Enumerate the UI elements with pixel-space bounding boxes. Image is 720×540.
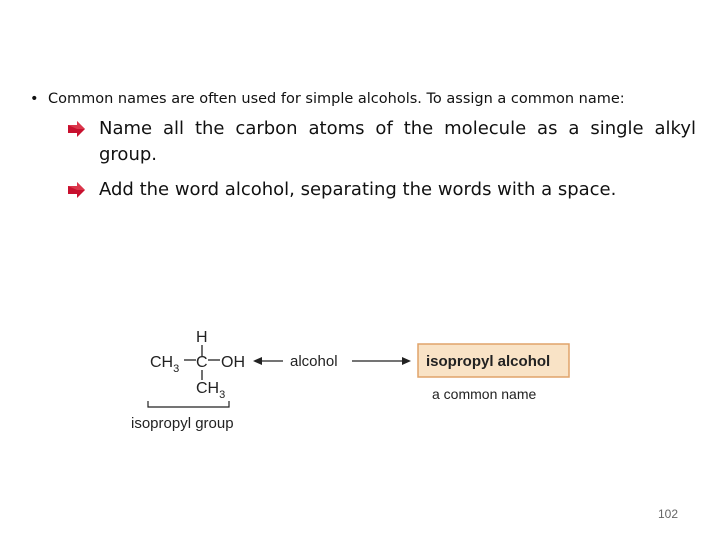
isopropyl-group-label: isopropyl group xyxy=(131,415,234,432)
arrow-to-name-head xyxy=(402,357,411,365)
hydrogen-atom: H xyxy=(196,329,208,346)
common-name-text: isopropyl alcohol xyxy=(426,353,551,370)
sub-bullet-text: Add the word alcohol, separating the words with a space. xyxy=(99,179,617,200)
bullet-dot: • xyxy=(30,91,39,107)
methyl-bottom: $CH_3$ xyxy=(196,380,226,401)
common-name-caption: a common name xyxy=(432,386,537,402)
methyl-left: $CH_3$ xyxy=(150,354,180,375)
sub-bullet-text: Name all the carbon atoms of the molecule as a single alkyl group. xyxy=(99,118,696,165)
main-bullet-text: Common names are often used for simple alcohols. To assign a common name: xyxy=(48,91,625,107)
page-number: 102 xyxy=(657,507,678,521)
hydroxyl-group: OH xyxy=(221,354,245,371)
alcohol-label: alcohol xyxy=(290,353,338,370)
isopropyl-bracket xyxy=(148,401,229,407)
carbon-atom: C xyxy=(196,354,208,371)
arrow-to-oh-head xyxy=(253,357,262,365)
